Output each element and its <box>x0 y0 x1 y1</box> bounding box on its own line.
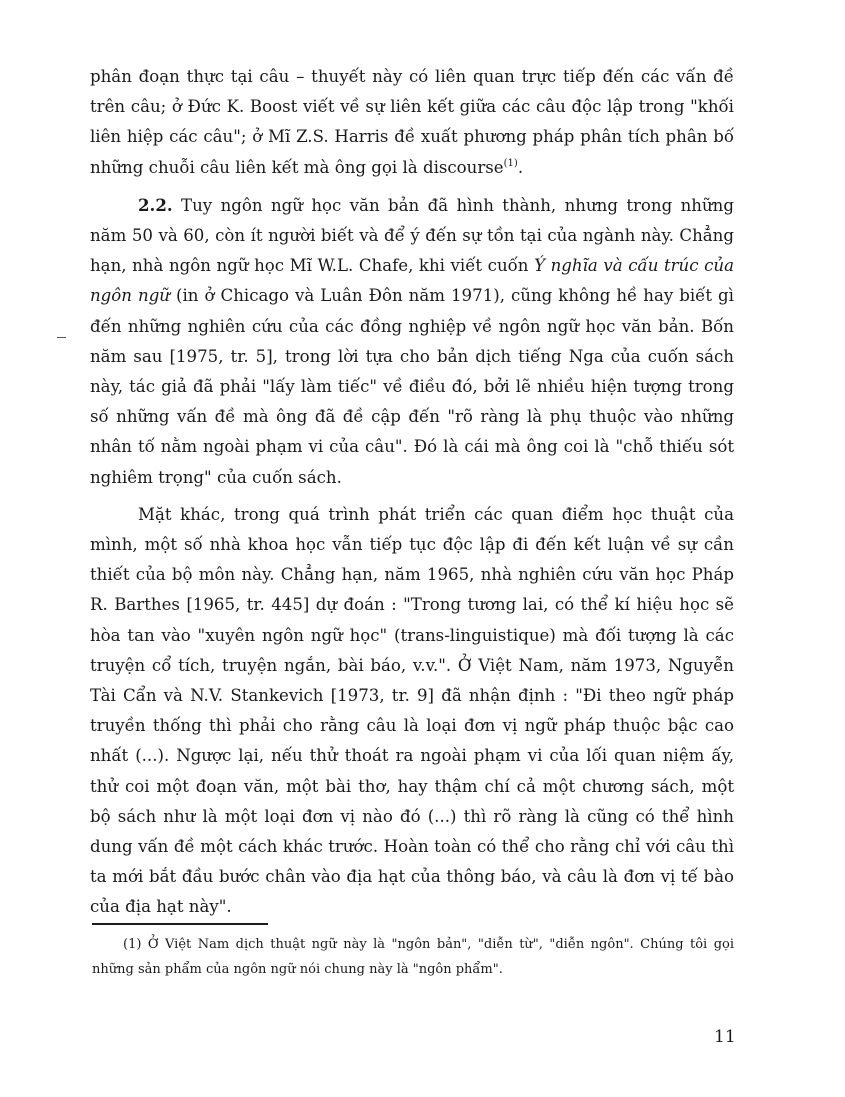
footnote: (1) Ở Việt Nam dịch thuật ngữ này là "ngôn bản", "diễn từ", "diễn ngôn". Chúng tôi gọi những sản phẩm của ngôn ngữ nói chung này là "ngôn phẩm". <box>92 937 734 977</box>
footnote-divider <box>92 923 268 925</box>
paragraph-1-end: . <box>517 157 524 177</box>
section-label: 2.2. <box>138 194 173 215</box>
page-body <box>90 62 734 923</box>
page-number: 11 <box>714 1027 736 1047</box>
paragraph-1-text: phân đoạn thực tại câu – thuyết này có liên quan trực tiếp đến các vấn đề trên câu; ở Đức K. Boost viết về sự liên kết giữa các câu độc lập trong "khối liên hiệp các câu"; ở Mĩ Z.S. Harris đề xuất phương pháp phân tích phân bố những chuỗi câu liên kết mà ông gọi là discourse <box>90 67 734 177</box>
paragraph-2-text-a: Tuy ngôn ngữ học văn bản đã hình thành, nhưng trong những năm 50 và 60, còn ít người biết và để ý đến sự tồn tại của ngành này. Chẳng hạn, nhà ngôn ngữ học Mĩ W.L. Chafe, khi viết cuốn <box>90 195 734 276</box>
footnote-reference[interactable]: (1) <box>503 157 518 169</box>
book-title: Ý nghĩa và cấu trúc của ngôn ngữ <box>90 256 734 306</box>
paragraph-2-text-b: (in ở Chicago và Luân Đôn năm 1971), cũng không hề hay biết gì đến những nghiên cứu của các đồng nghiệp về ngôn ngữ học văn bản. Bốn năm sau [1975, tr. 5], trong lời tựa cho bản dịch tiếng Nga của cuốn sách này, tác giả đã phải "lấy làm tiếc" về điều đó, bởi lẽ nhiều hiện tượng trong số những vấn đề mà ông đã đề cập đến "rõ ràng là phụ thuộc vào những nhân tố nằm ngoài phạm vi của câu". Đó là cái mà ông coi là "chỗ thiếu sót nghiêm trọng" của cuốn sách. <box>90 286 734 487</box>
paragraph-1 <box>90 62 734 183</box>
margin-mark <box>57 337 66 338</box>
paragraph-3: Mặt khác, trong quá trình phát triển các quan điểm học thuật của mình, một số nhà khoa học vẫn tiếp tục độc lập đi đến kết luận về sự cần thiết của bộ môn này. Chẳng hạn, năm 1965, nhà nghiên cứu văn học Pháp R. Barthes [1965, tr. 445] dự đoán : "Trong tương lai, có thể kí hiệu học sẽ hòa tan vào "xuyên ngôn ngữ học" (trans-linguistique) mà đối tượng là các truyện cổ tích, truyện ngắn, bài báo, v.v.". Ở Việt Nam, năm 1973, Nguyễn Tài Cẩn và N.V. Stankevich [1973, tr. 9] đã nhận định : "Đi theo ngữ pháp truyền thống thì phải cho rằng câu là loại đơn vị ngữ pháp thuộc bậc cao nhất (...). Ngược lại, nếu thử thoát ra ngoài phạm vi của lối quan niệm ấy, thử coi một đoạn văn, một bài thơ, hay thậm chí cả một chương sách, một bộ sách như là một loại đơn vị nào đó (...) thì rõ ràng là cũng có thể hình dung vấn đề một cách khác trước. Hoàn toàn có thể cho rằng chỉ với câu thì ta mới bắt đầu bước chân vào địa hạt của thông báo, và câu là đơn vị tế bào của địa hạt này". <box>90 504 734 917</box>
paragraph-2 <box>90 190 734 493</box>
